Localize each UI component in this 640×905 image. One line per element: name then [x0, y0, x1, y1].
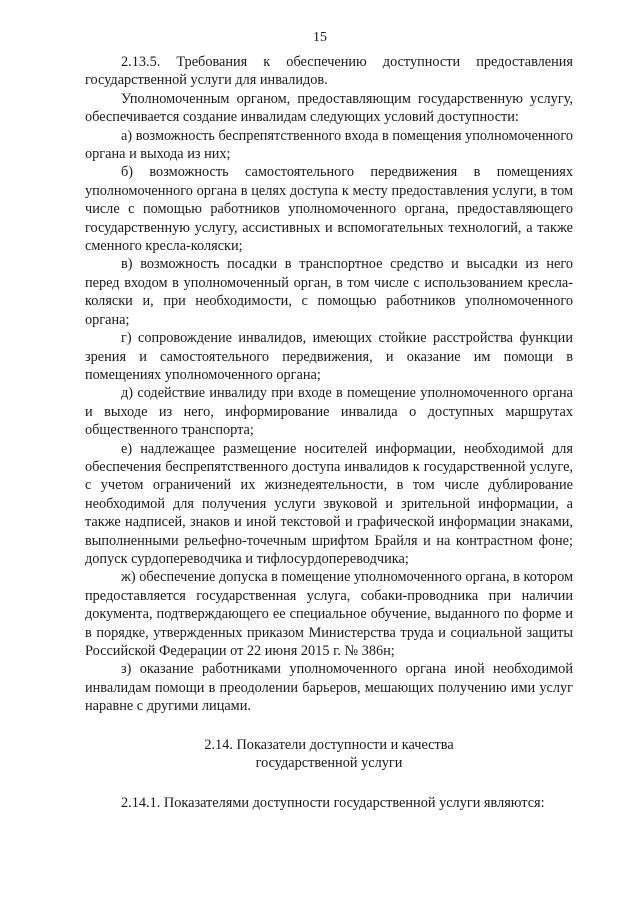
section-2-14-heading-line2: государственной услуги: [255, 755, 403, 772]
section-2-13-5-title: 2.13.5. Требования к обеспечению доступности предоставления государственной услуги для инвалидов.: [85, 54, 573, 89]
section-2-14-1-paragraph: 2.14.1. Показателями доступности государственной услуги являются:: [121, 795, 545, 812]
list-item-e: е) надлежащее размещение носителей информации, необходимой для обеспечения беспрепятственного доступа инвалидов к государственной услуге, с учетом ограничений их жизнедеятельности, в том числе дублирование необходимой для получения услуги звуковой и зрительной информации, а также надписей, знаков и иной текстовой и графической информации знаками, выполненными рельефно-точечным шрифтом Брайля и на контрастном фоне; допуск сурдопереводчика и тифлосурдопереводчика;: [85, 440, 573, 567]
list-item-g: г) сопровождение инвалидов, имеющих стойкие расстройства функции зрения и самостоятельного передвижения, и оказание им помощи в помещениях уполномоченного органа;: [85, 330, 573, 383]
list-item-d: д) содействие инвалиду при входе в помещение уполномоченного органа и выходе из него, информирование инвалида о доступных маршрутах общественного транспорта;: [85, 385, 573, 439]
section-2-14-heading: [85, 736, 573, 773]
heading-spacer: [85, 772, 573, 794]
page-number: 15: [313, 30, 327, 45]
section-2-14-heading-line1: 2.14. Показатели доступности и качества: [204, 736, 454, 753]
list-item-zh: ж) обеспечение допуска в помещение уполномоченного органа, в котором предоставляется государственная услуга, собаки-проводника при наличии документа, подтверждающего ее специальное обучение, выданного по форме и в порядке, утвержденных приказом Министерства труда и социальной защиты Российской Федерации от 22 июня 2015 г. № 386н;: [85, 569, 573, 659]
list-item-a: а) возможность беспрепятственного входа в помещения уполномоченного органа и выхода из них;: [85, 127, 573, 163]
list-item-z: з) оказание работниками уполномоченного органа иной необходимой инвалидам помощи в преодолении барьеров, мешающих получению ими услуг наравне с другими лицами.: [85, 661, 573, 715]
list-item-v: в) возможность посадки в транспортное средство и высадки из него перед входом в уполномоченный орган, в том числе с использованием кресла-коляски и, при необходимости, с помощью работников уполномоченного органа;: [85, 256, 573, 328]
page-content: [85, 53, 573, 813]
section-2-13-5-intro: Уполномоченным органом, предоставляющим государственную услугу, обеспечивается создание инвалидам следующих условий доступности:: [85, 90, 573, 126]
list-item-b: б) возможность самостоятельного передвижения в помещениях уполномоченного органа в целях доступа к месту предоставления услуги, в том числе с помощью работников уполномоченного органа, предоставляющего государственную услугу, ассистивных и вспомогательных технологий, а также сменного кресла-коляски;: [85, 164, 573, 255]
